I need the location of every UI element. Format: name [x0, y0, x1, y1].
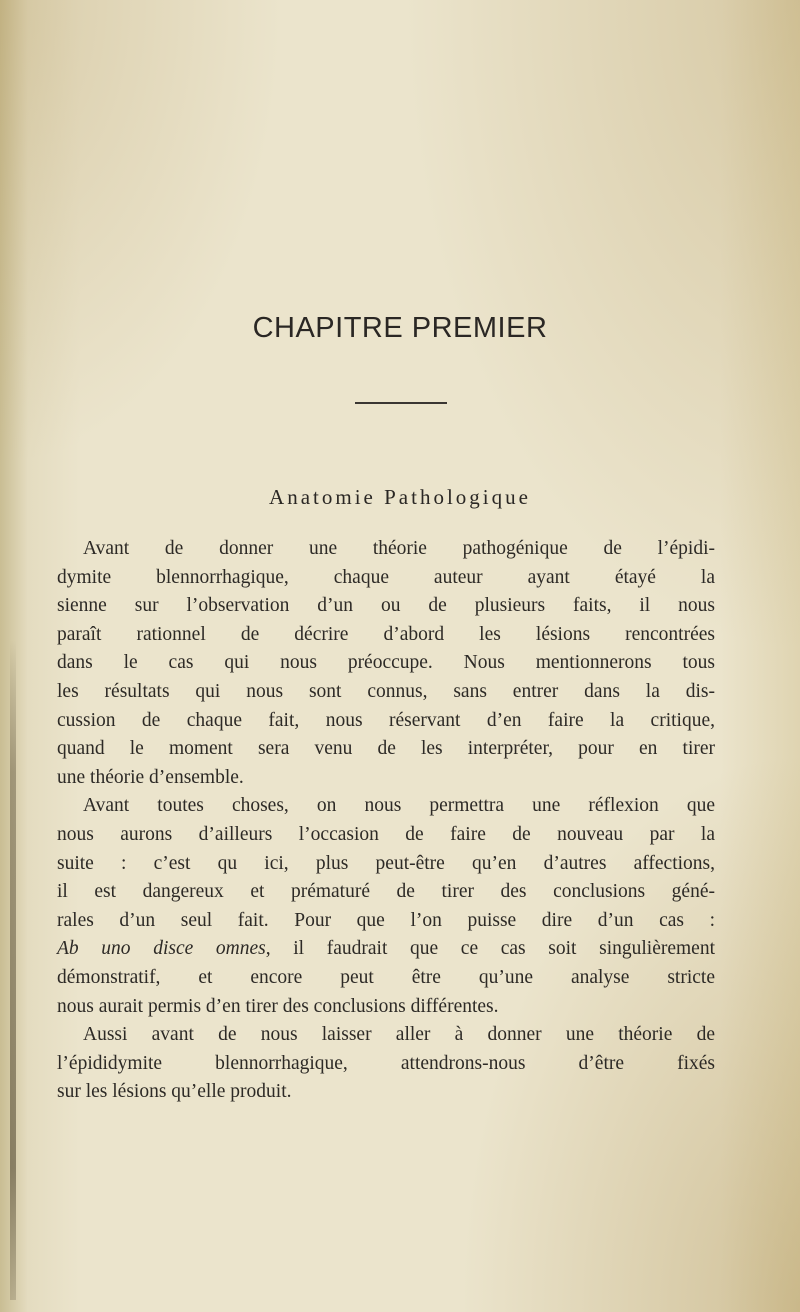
paragraph [57, 792, 715, 1021]
title-rule [355, 402, 447, 404]
text-line: il est dangereux et prématuré de tirer des conclusions géné- [57, 881, 715, 903]
text-line: nous aurait permis d’en tirer des conclusions différentes. [57, 995, 499, 1017]
text-line: paraît rationnel de décrire d’abord les lésions rencontrées [57, 623, 715, 645]
chapter-title: CHAPITRE PREMIER [252, 312, 548, 344]
text-line: rales d’un seul fait. Pour que l’on puisse dire d’un cas : [57, 909, 715, 931]
page-gutter-shadow [10, 640, 16, 1300]
text-line: une théorie d’ensemble. [57, 766, 244, 788]
text-line: Aussi avant de nous laisser aller à donner une théorie de [83, 1024, 715, 1046]
text-line: dymite blennorrhagique, chaque auteur ayant étayé la [57, 566, 715, 588]
text-line: les résultats qui nous sont connus, sans entrer dans la dis- [57, 680, 715, 702]
paragraph [57, 535, 715, 792]
text-line: sienne sur l’observation d’un ou de plusieurs faits, il nous [57, 595, 715, 617]
section-title: Anatomie Pathologique [269, 485, 531, 509]
text-line-latin: Ab uno disce omnes, il faudrait que ce cas soit singulièrement [57, 938, 715, 960]
text-line: l’épididymite blennorrhagique, attendrons-nous d’être fixés [57, 1052, 715, 1074]
text-line: démonstratif, et encore peut être qu’une analyse stricte [57, 966, 715, 988]
text-line: Avant toutes choses, on nous permettra une réflexion que [83, 795, 715, 817]
body-text [57, 535, 715, 1107]
text-line: nous aurons d’ailleurs l’occasion de faire de nouveau par la [57, 823, 715, 845]
text-line: suite : c’est qu ici, plus peut-être qu’en d’autres affections, [57, 852, 715, 874]
latin-phrase: Ab uno disce omnes [57, 938, 266, 960]
text-line: sur les lésions qu’elle produit. [57, 1081, 292, 1103]
text-line: cussion de chaque fait, nous réservant d’en faire la critique, [57, 709, 715, 731]
paragraph [57, 1021, 715, 1107]
text-line: Avant de donner une théorie pathogénique de l’épidi- [83, 538, 715, 559]
text-line: quand le moment sera venu de les interpréter, pour en tirer [57, 738, 715, 760]
text-line: dans le cas qui nous préoccupe. Nous mentionnerons tous [57, 652, 715, 674]
